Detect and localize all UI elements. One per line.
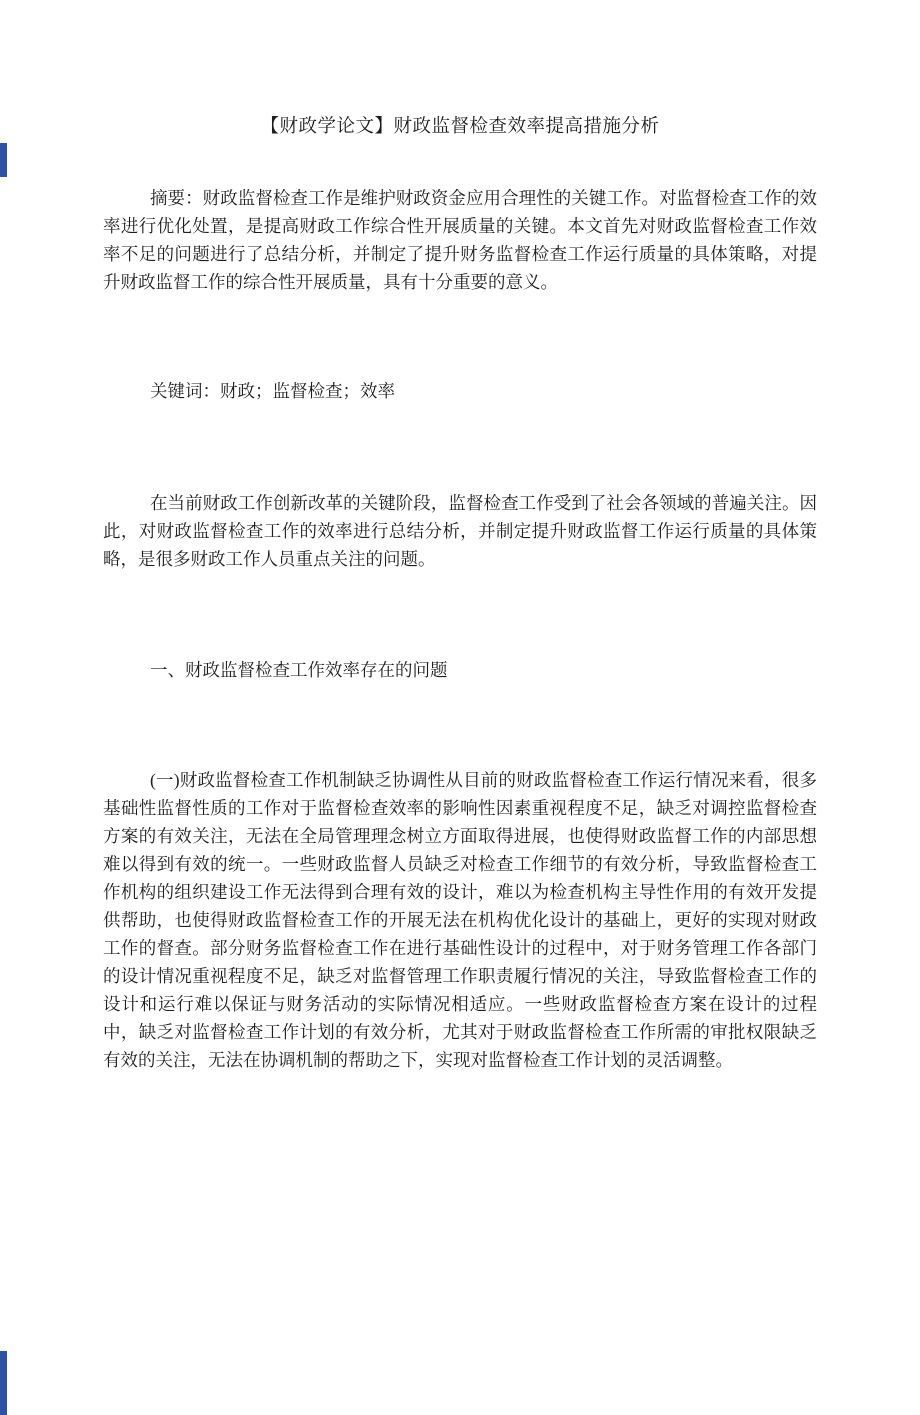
section-1-paragraph-1: (一)财政监督检查工作机制缺乏协调性从目前的财政监督检查工作运行情况来看，很多基础性监督性质的工作对于监督检查效率的影响性因素重视程度不足，缺乏对调控监督检查方案的有效关注，无法在全局管理理念树立方面取得进展，也使得财政监督工作的内部思想难以得到有效的统一。一些财政监督人员缺乏对检查工作细节的有效分析，导致监督检查工作机构的组织建设工作无法得到合理有效的设计，难以为检查机构主导性作用的有效开发提供帮助，也使得财政监督检查工作的开展无法在机构优化设计的基础上，更好的实现对财政工作的督查。部分财务监督检查工作在进行基础性设计的过程中，对于财务管理工作各部门的设计情况重视程度不足，缺乏对监督管理工作职责履行情况的关注，导致监督检查工作的设计和运行难以保证与财务活动的实际情况相适应。一些财政监督检查方案在设计的过程中，缺乏对监督检查工作计划的有效分析，尤其对于财政监督检查工作所需的审批权限缺乏有效的关注，无法在协调机制的帮助之下，实现对监督检查工作计划的灵活调整。 [103,770,817,1070]
abstract-paragraph: 摘要：财政监督检查工作是维护财政资金应用合理性的关键工作。对监督检查工作的效率进行优化处置，是提高财政工作综合性开展质量的关键。本文首先对财政监督检查工作效率不足的问题进行了总结分析，并制定了提升财务监督检查工作运行质量的具体策略，对提升财政监督工作的综合性开展质量，具有十分重要的意义。 [103,188,817,292]
section-1-heading: 一、财政监督检查工作效率存在的问题 [150,660,448,680]
page-edge-marker-top [0,143,7,177]
page-edge-marker-bottom [0,1351,7,1415]
keywords-line: 关键词：财政；监督检查；效率 [150,381,395,401]
intro-paragraph: 在当前财政工作创新改革的关键阶段，监督检查工作受到了社会各领域的普遍关注。因此，对财政监督检查工作的效率进行总结分析，并制定提升财政监督工作运行质量的具体策略，是很多财政工作人员重点关注的问题。 [103,493,817,569]
document-title: 【财政学论文】财政监督检查效率提高措施分析 [260,117,660,137]
document-page [0,113,920,1415]
